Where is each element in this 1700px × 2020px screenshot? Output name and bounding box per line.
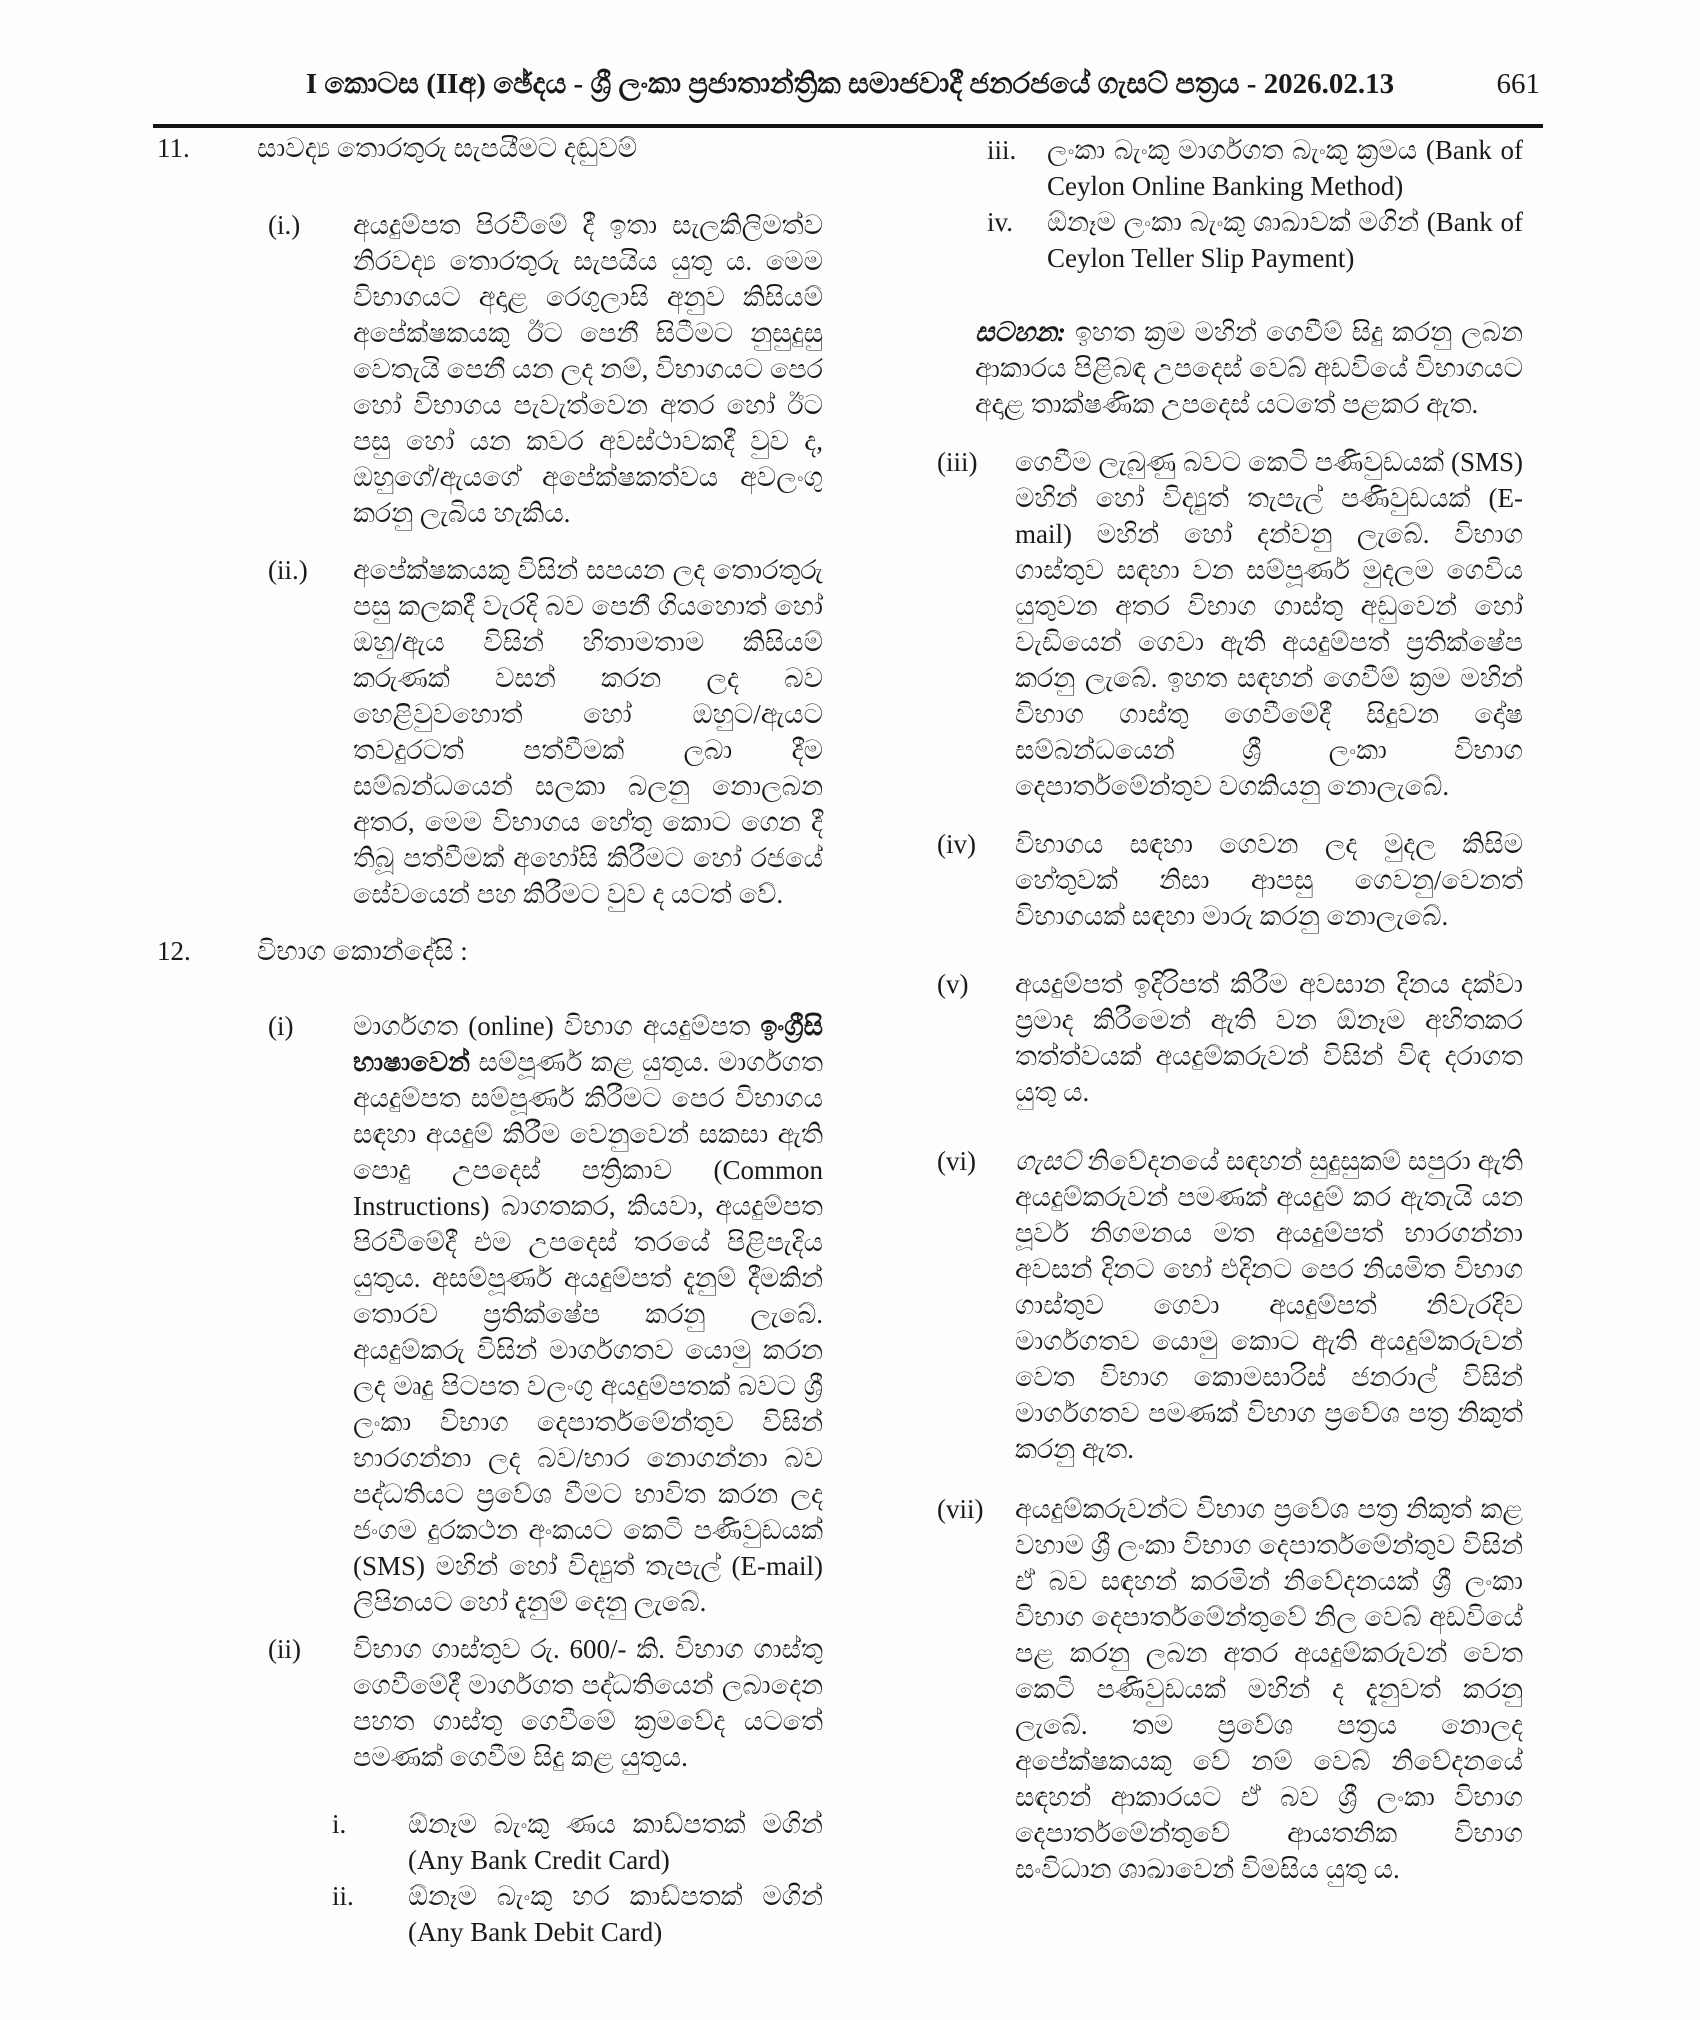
item-label: (vi): [937, 1146, 976, 1176]
section-11-number: 11.: [157, 133, 190, 163]
item-label: (iv): [937, 829, 976, 859]
note-label: සටහන:: [975, 317, 1066, 347]
item-text: අයදුම්පත පිරවීමේ දී ඉතා සැලකිලිමත්ව නිරවද්‍ය තොරතුරු සැපයිය යුතු ය. මෙම විභාගයට අදාළ රෙගුලාසි අනුව කිසියම් අපේක්ෂකයකු ඊට පෙනී සිටීමට නුසුදුසු වෙතැයි පෙනී යන ලද නම්, විභාගයට පෙර හෝ විභාගය පැවැත්වෙන අතර හෝ ඊට පසු හෝ යන කවර අවස්ථාවකදී වුව ද, ඔහුගේ/ඇයගේ අපේක්ෂකත්වය අවලංගු කරනු ලැබිය හැකිය.: [353, 210, 823, 528]
item-text: අයදුම්පත් ඉදිරිපත් කිරීම අවසාන දිනය දක්වා ප්‍රමාද කිරීමෙන් ඇති වන ඕනෑම අහිතකර තත්ත්වයක් අයදුම්කරුවන් විසින් විඳ දරාගත යුතු ය.: [1015, 969, 1523, 1107]
section-11-item-ii: [268, 552, 823, 912]
subitem-label: i.: [332, 1809, 347, 1839]
item-text-lead: මාර්ගගත (online) විභාග අයදුම්පත: [353, 1011, 761, 1041]
payment-method-item-ii: [332, 1878, 823, 1950]
item-label: (i.): [268, 210, 301, 240]
section-11-heading: සාවද්‍ය තොරතුරු සැපයීමට දඬුවම්: [257, 133, 638, 163]
subitem-text: ඕනෑම ලංකා බැංකු ශාඛාවක් මගින් (Bank of Ceylon Teller Slip Payment): [1047, 207, 1523, 273]
item-text: විභාගය සඳහා ගෙවන ලද මුදල කිසිම හේතුවක් නිසා ආපසු ගෙවනු/වෙනත් විභාගයක් සඳහා මාරු කරනු නොලැබේ.: [1015, 829, 1523, 931]
item-label: (vii): [937, 1494, 984, 1524]
item-label: (i): [268, 1011, 294, 1041]
section-12-heading-row: [153, 933, 823, 969]
item-text-italic: ගැසට්: [1015, 1146, 1081, 1176]
section-12-item-v: [937, 966, 1523, 1110]
item-text: අපේක්ෂකයකු විසින් සපයන ලද තොරතුරු පසු කලකදී වැරදි බව පෙනී ගියහොත් හෝ ඔහු/ඇය විසින් හිතාමතාම කිසියම් කරුණක් වසන් කරන ලද බව හෙළිවුවහොත් හෝ ඔහුට/ඇයට තවදුරටත් පත්වීමක් ලබා දීම සම්බන්ධයෙන් සලකා බලනු නොලබන අතර, මෙම විභාගය හේතු කොට ගෙන දී තිබූ පත්වීමක් අහෝසි කිරීමට හෝ රජයේ සේවයෙන් පහ කිරීමට වුව ද යටත් වේ.: [353, 555, 823, 909]
page-header-title: I කොටස (IIඅ) ඡේදය - ශ්‍රී ලංකා ප්‍රජාතාන්ත්‍රික සමාජවාදී ජනරජයේ ගැසට් පත්‍රය - 2026.02.13: [305, 68, 1395, 100]
item-text: විභාග ගාස්තුව රු. 600/- කි. විභාග ගාස්තු ගෙවීමේදී මාර්ගගත පද්ධතියෙන් ලබාදෙන පහත ගාස්තු ගෙවීමේ ක්‍රමවේද යටතේ පමණක් ගෙවීම සිදු කළ යුතුය.: [353, 1634, 823, 1772]
item-label: (ii): [268, 1634, 301, 1664]
subitem-label: ii.: [332, 1881, 354, 1911]
section-11-item-i: [268, 207, 823, 531]
payment-method-item-iii: [987, 132, 1523, 204]
section-11-heading-row: [153, 130, 823, 166]
payment-method-item-iv: [987, 204, 1523, 276]
subitem-text: ලංකා බැංකු මාර්ගගත බැංකු ක්‍රමය (Bank of Ceylon Online Banking Method): [1047, 135, 1523, 201]
item-text: අයදුම්කරුවන්ට විභාග ප්‍රවේශ පත්‍ර නිකුත් කළ වහාම ශ්‍රී ලංකා විභාග දෙපාර්තමේන්තුව විසින් ඒ බව සඳහන් කරමින් නිවේදනයක් ශ්‍රී ලංකා විභාග දෙපාර්තමේන්තුවේ නිල වෙබ් අඩවියේ පළ කරනු ලබන අතර අයදුම්කරුවන් වෙත කෙටි පණිවුඩයක් මහින් ද දැනුවත් කරනු ලැබේ. තම ප්‍රවේශ පත්‍රය නොලද අපේක්ෂකයකු වේ නම් වෙබ් නිවේදනයේ සඳහන් ආකාරයට ඒ බව ශ්‍රී ලංකා විභාග දෙපාර්තමේන්තුවේ ආයතනික විභාග සංවිධාන ශාඛාවෙන් විමසිය යුතු ය.: [1015, 1494, 1523, 1884]
item-label: (v): [937, 969, 969, 999]
section-12-heading: විභාග කොන්දේසි :: [257, 936, 468, 966]
subitem-text: ඕනෑම බැංකු ණය කාඩ්පතක් මගින් (Any Bank Credit Card): [408, 1809, 823, 1875]
section-12-number: 12.: [157, 936, 191, 966]
section-12-item-iv: [937, 826, 1523, 934]
item-text-rest: සම්පූර්ණ කළ යුතුය. මාර්ගගත අයදුම්පත සම්පූර්ණ කිරීමට පෙර විභාගය සඳහා අයදුම් කිරීම වෙනුවෙන් සකසා ඇති පොදු උපදෙස් පත්‍රිකාව (Common Instructions) බාගතකර, කියවා, අයදුම්පත පිරවීමේදී එම උපදෙස් තරයේ පිළිපැදිය යුතුය. අසම්පූර්ණ අයදුම්පත් දැනුම් දීමකින් තොරව ප්‍රතික්ෂේප කරනු ලැබේ. අයදුම්කරු විසින් මාර්ගගතව යොමු කරන ලද මෘදු පිටපත වලංගු අයදුම්පතක් බවට ශ්‍රී ලංකා විභාග දෙපාර්තමේන්තුව විසින් භාරගන්නා ලද බව/භාර නොගන්නා බව පද්ධතියට ප්‍රවේශ වීමට භාවිත කරන ලද ජංගම දුරකථන අංකයට කෙටි පණිවුඩයක් (SMS) මහින් හෝ විද්‍යුත් තැපැල් (E-mail) ලිපිනයට හෝ දැනුම් දෙනු ලැබේ.: [353, 1047, 823, 1617]
subitem-label: iv.: [987, 207, 1013, 237]
item-text: ගෙවීම ලැබුණු බවට කෙටි පණිවුඩයක් (SMS) මහින් හෝ විද්‍යුත් තැපැල් පණිවුඩයක් (E-mail) මහින් හෝ දන්වනු ලැබේ. විභාග ගාස්තුව සඳහා වන සම්පූර්ණ මුදලම ගෙවිය යුතුවන අතර විභාග ගාස්තු අඩුවෙන් හෝ වැඩියෙන් ගෙවා ඇති අයදුම්පත් ප්‍රතික්ෂේප කරනු ලැබේ. ඉහත සඳහන් ගෙවීම් ක්‍රම මහින් විභාග ගාස්තු ගෙවීමේදී සිදුවන දෝෂ සම්බන්ධයෙන් ශ්‍රී ලංකා විභාග දෙපාර්තමේන්තුව වගකියනු නොලැබේ.: [1015, 447, 1523, 801]
note-block: [975, 314, 1523, 422]
section-12-item-i: [268, 1008, 823, 1620]
left-column: [153, 0, 823, 1950]
section-12-item-iii: [937, 444, 1523, 804]
payment-method-item-i: [332, 1806, 823, 1878]
item-text: [353, 1008, 823, 1620]
item-label: (iii): [937, 447, 978, 477]
right-column: [937, 0, 1523, 1887]
item-text-bold: ඉංග්‍රීසි භාෂාවෙන්: [353, 1011, 823, 1077]
subitem-text: ඕනෑම බැංකු හර කාඩ්පතක් මගින් (Any Bank Debit Card): [408, 1881, 823, 1947]
subitem-label: iii.: [987, 135, 1017, 165]
page-number: 661: [1496, 68, 1540, 100]
item-label: (ii.): [268, 555, 308, 585]
section-12-item-ii: [268, 1631, 823, 1775]
section-12-item-vii: [937, 1491, 1523, 1887]
section-12-item-vi: [937, 1143, 1523, 1467]
item-text-rest: නිවේදනයේ සඳහන් සුදුසුකම් සපුරා ඇති අයදුම්කරුවන් පමණක් අයදුම් කර ඇතැයි යන පූර්ව නිගමනය මත අයදුම්පත් භාරගන්නා අවසන් දිනට හෝ එදිනට පෙර නියමිත විභාග ගාස්තුව ගෙවා අයදුම්පත් නිවැරදිව මාර්ගගතව යොමු කොට ඇති අයදුම්කරුවන් වෙත විභාග කොමසාරිස් ජනරාල් විසින් මාර්ගගතව පමණක් විභාග ප්‍රවේශ පත්‍ර නිකුත් කරනු ඇත.: [1015, 1146, 1523, 1464]
note-text: ඉහත ක්‍රම මහින් ගෙවීම් සිදු කරනු ලබන ආකාරය පිළිබඳ උපදෙස් වෙබ් අඩවියේ විභාගයට අදාළ තාක්ෂණික උපදෙස් යටතේ පළකර ඇත.: [975, 317, 1523, 419]
item-text: [1015, 1143, 1523, 1467]
